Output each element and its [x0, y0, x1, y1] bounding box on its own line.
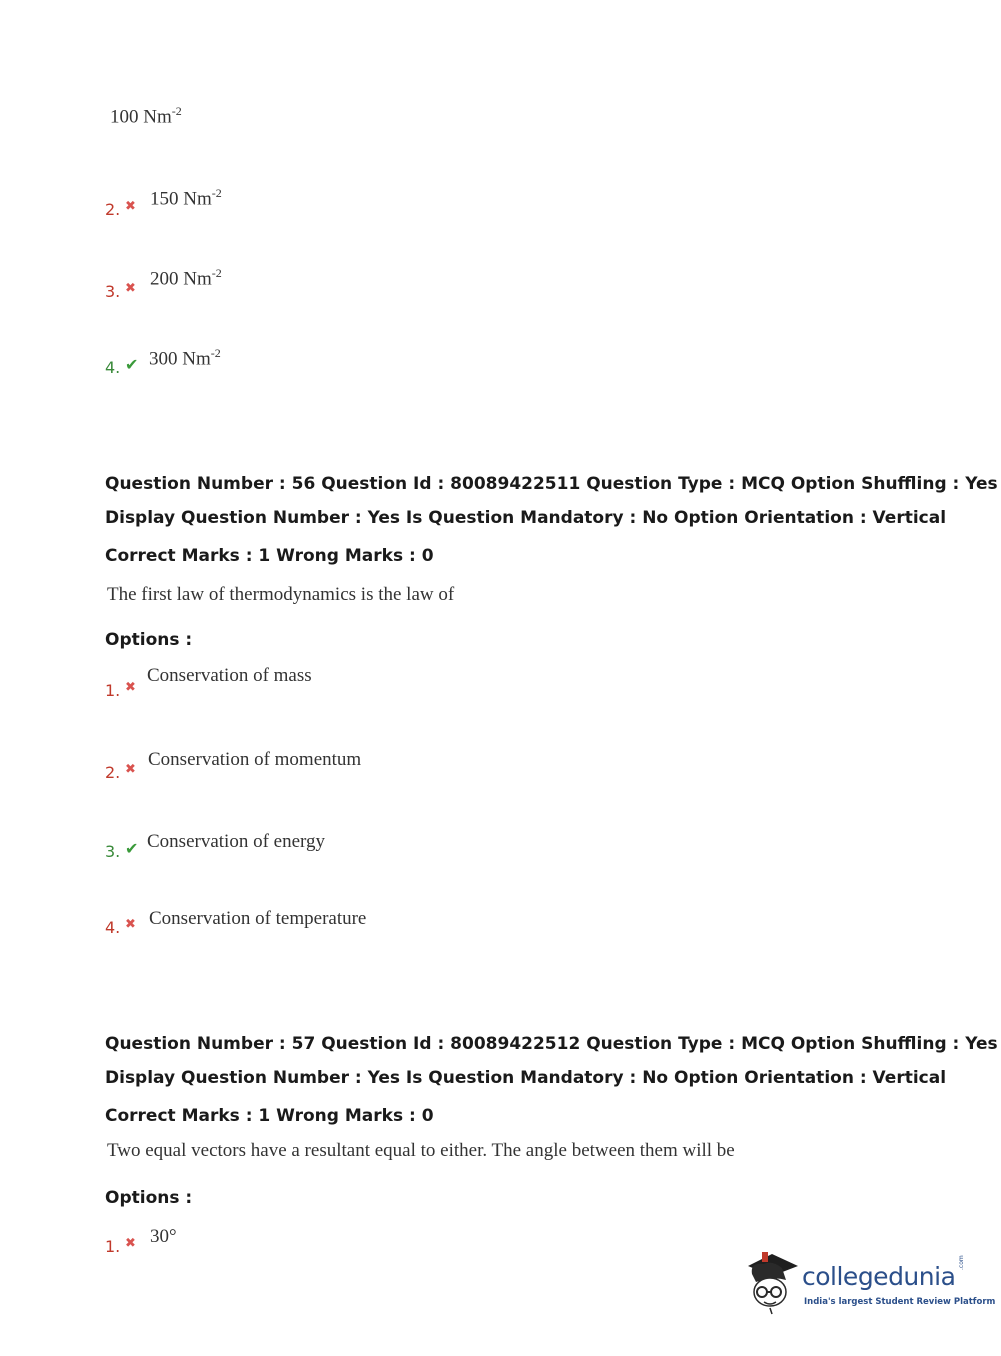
option-text: 30° — [150, 1226, 177, 1247]
option-number: 1. — [105, 1237, 121, 1256]
cross-icon: ✖ — [125, 762, 136, 777]
question-text: Two equal vectors have a resultant equal to either. The angle between them will be — [107, 1140, 735, 1161]
option-text: Conservation of energy — [147, 831, 325, 852]
option-text: 300 $Nm^{-2}$ — [149, 346, 221, 370]
options-label: Options : — [105, 630, 193, 650]
option-number: 2. — [105, 200, 121, 219]
question-text: The first law of thermodynamics is the law of — [107, 584, 455, 605]
option-text: 200 $Nm^{-2}$ — [150, 266, 222, 290]
cross-icon: ✖ — [125, 199, 136, 214]
question-meta-line-1: Question Number : 57 Question Id : 80089422512 Question Type : MCQ Option Shuffling : Yes — [105, 1034, 998, 1054]
question-meta-line-2: Display Question Number : Yes Is Question Mandatory : No Option Orientation : Vertical — [105, 508, 947, 528]
option-text: Conservation of temperature — [149, 908, 367, 929]
brand-domain-suffix: .com — [958, 1255, 965, 1270]
collegedunia-logo — [742, 1248, 996, 1318]
option-number: 3. — [105, 282, 121, 301]
cross-icon: ✖ — [125, 281, 136, 296]
option-text: 150 $Nm^{-2}$ — [150, 186, 222, 210]
cross-icon: ✖ — [125, 680, 136, 695]
check-icon: ✔ — [125, 839, 139, 858]
option-number: 4. — [105, 918, 121, 937]
question-marks: Correct Marks : 1 Wrong Marks : 0 — [105, 546, 434, 566]
mascot-icon — [742, 1248, 802, 1318]
cross-icon: ✖ — [125, 1236, 136, 1251]
option-text: 100 $Nm^{-2}$ — [110, 104, 182, 128]
option-text: Conservation of momentum — [148, 749, 362, 770]
option-number: 1. — [105, 681, 121, 700]
option-number: 3. — [105, 842, 121, 861]
option-number: 4. — [105, 358, 121, 377]
brand-tagline: India's largest Student Review Platform — [804, 1297, 996, 1307]
question-marks: Correct Marks : 1 Wrong Marks : 0 — [105, 1106, 434, 1126]
cross-icon: ✖ — [125, 917, 136, 932]
option-text: Conservation of mass — [147, 665, 312, 686]
option-number: 2. — [105, 763, 121, 782]
question-meta-line-2: Display Question Number : Yes Is Question Mandatory : No Option Orientation : Vertical — [105, 1068, 947, 1088]
question-meta-line-1: Question Number : 56 Question Id : 80089422511 Question Type : MCQ Option Shuffling : Yes — [105, 474, 998, 494]
check-icon: ✔ — [125, 355, 139, 374]
brand-name: collegedunia — [802, 1262, 956, 1291]
options-label: Options : — [105, 1188, 193, 1208]
